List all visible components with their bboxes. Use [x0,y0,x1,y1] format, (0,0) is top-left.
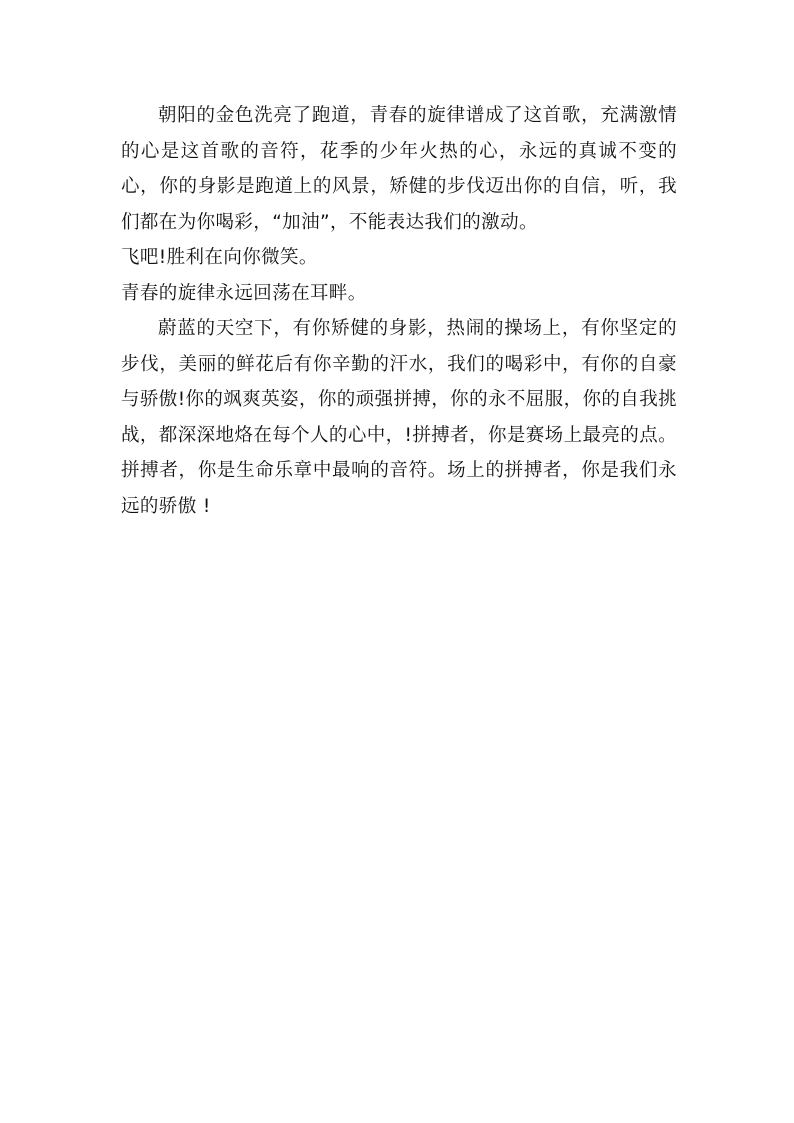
document-body [121,98,677,524]
paragraph-4: 蔚蓝的天空下，有你矫健的身影，热闹的操场上，有你坚定的步伐，美丽的鲜花后有你辛勤的汗水，我们的喝彩中，有你的自豪与骄傲!你的飒爽英姿，你的顽强拼搏，你的永不屈服，你的自我挑战，都深深地烙在每个人的心中，!拼搏者，你是赛场上最亮的点。拼搏者，你是生命乐章中最响的音符。场上的拼搏者，你是我们永远的骄傲 ! [121,318,677,517]
paragraph-3: 青春的旋律永远回荡在耳畔。 [121,282,367,304]
paragraph-2: 飞吧!胜利在向你微笑。 [121,247,318,268]
paragraph-1: 朝阳的金色洗亮了跑道，青春的旋律谱成了这首歌，充满激情的心是这首歌的音符，花季的少年火热的心，永远的真诚不变的心，你的身影是跑道上的风景，矫健的步伐迈出你的自信，听，我们都在为你喝彩，“加油”，不能表达我们的激动。 [121,105,677,233]
